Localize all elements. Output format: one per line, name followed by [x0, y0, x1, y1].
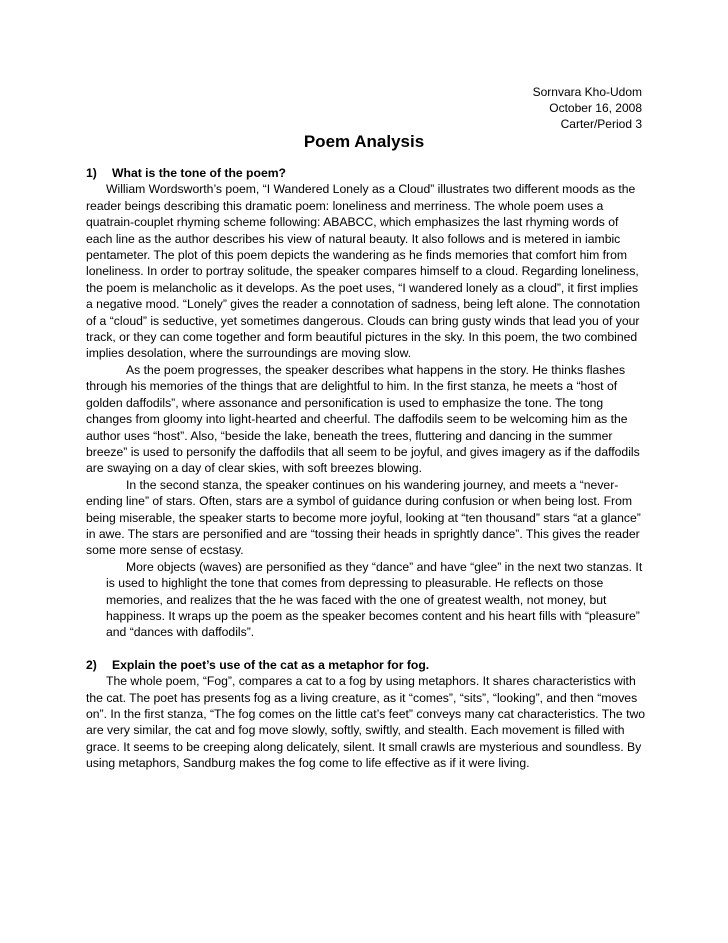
question-2-heading: [86, 657, 646, 673]
answer-2-paragraph-1: The whole poem, “Fog”, compares a cat to a fog by using metaphors. It shares characteristics with the cat. The poet has presents fog as a living creature, as it “comes”, “sits”, “looking”, and then “moves on”. In the first stanza, “The fog comes on the little cat’s feet” conveys many cat characteristics. The two are very similar, the cat and fog move slowly, softly, swiftly, and stealth. Each movement is filled with grace. It seems to be creeping along delicately, silent. It small crawls are mysterious and soundless. By using metaphors, Sandburg makes the fog come to life effective as if it were living.: [86, 674, 646, 771]
page-title: [0, 132, 728, 152]
author-name: Sornvara Kho-Udom: [532, 85, 642, 99]
answer-1-paragraph-2: As the poem progresses, the speaker describes what happens in the story. He thinks flashes through his memories of the things that are delightful to him. In the first stanza, he meets a “host of golden daffodils”, where assonance and personification is used to emphasize the tone. The tong changes from gloomy into light-hearted and cheerful. The daffodils seem to be welcoming him as the author uses “host”. Also, “beside the lake, beneath the trees, fluttering and dancing in the summer breeze” is used to personify the daffodils that all seem to be joyful, and gives imagery as if the daffodils are swaying on a day of clear skies, with soft breezes blowing.: [86, 362, 640, 476]
question-1-prompt: What is the tone of the poem?: [112, 166, 287, 180]
class-period: Carter/Period 3: [560, 117, 642, 131]
section-spacer: [86, 641, 646, 657]
question-1-number: 1): [86, 166, 97, 180]
header-block: [533, 84, 642, 132]
title-text: Poem Analysis: [303, 132, 425, 151]
question-1-heading: [86, 165, 646, 181]
document-body: [86, 165, 646, 772]
date: October 16, 2008: [549, 101, 642, 115]
answer-1-paragraph-3: In the second stanza, the speaker continues on his wandering journey, and meets a “never-ending line” of stars. Often, stars are a symbol of guidance during confusion or when being lost. From being miserable, the speaker starts to become more joyful, looking at “ten thousand” stars “at a glance” in awe. The stars are personified and are “tossing their heads in sprightly dance”. This gives the reader some more sense of ecstasy.: [86, 477, 641, 558]
answer-1-paragraph-1: William Wordsworth’s poem, “I Wandered Lonely as a Cloud” illustrates two different moods as the reader beings describing this dramatic poem: loneliness and merriness. The whole poem uses a quatrain-couplet rhyming scheme following: ABABCC, which emphasizes the last rhyming words of each line as the author describes his view of natural beauty. It also follows and is metered in iambic pentameter. The plot of this poem depicts the wandering as he finds memories that comfort him from loneliness. In order to portray solitude, the speaker compares himself to a cloud. Regarding loneliness, the poem is melancholic as it develops. As the poet uses, “I wandered lonely as a cloud”, it first implies a negative mood. “Lonely” gives the reader a connotation of sadness, being left alone. The connotation of a “cloud” is seductive, yet sometimes dangerous. Clouds can bring gusty winds that lead you of your track, or they can come together and form beautiful pictures in the sky. In this poem, the two combined implies desolation, where the surroundings are moving slow.: [86, 182, 641, 361]
question-2-number: 2): [86, 657, 97, 672]
question-2-prompt: Explain the poet’s use of the cat as a metaphor for fog.: [112, 657, 430, 672]
answer-1-paragraph-4: More objects (waves) are personified as they “dance” and have “glee” in the next two stanzas. It is used to highlight the tone that comes from depressing to pleasurable. He reflects on those memories, and realizes that the he was faced with the one of greatest wealth, not money, but happiness. It wraps up the poem as the speaker becomes content and his heart fills with “pleasure” and “dances with daffodils”.: [106, 559, 643, 640]
